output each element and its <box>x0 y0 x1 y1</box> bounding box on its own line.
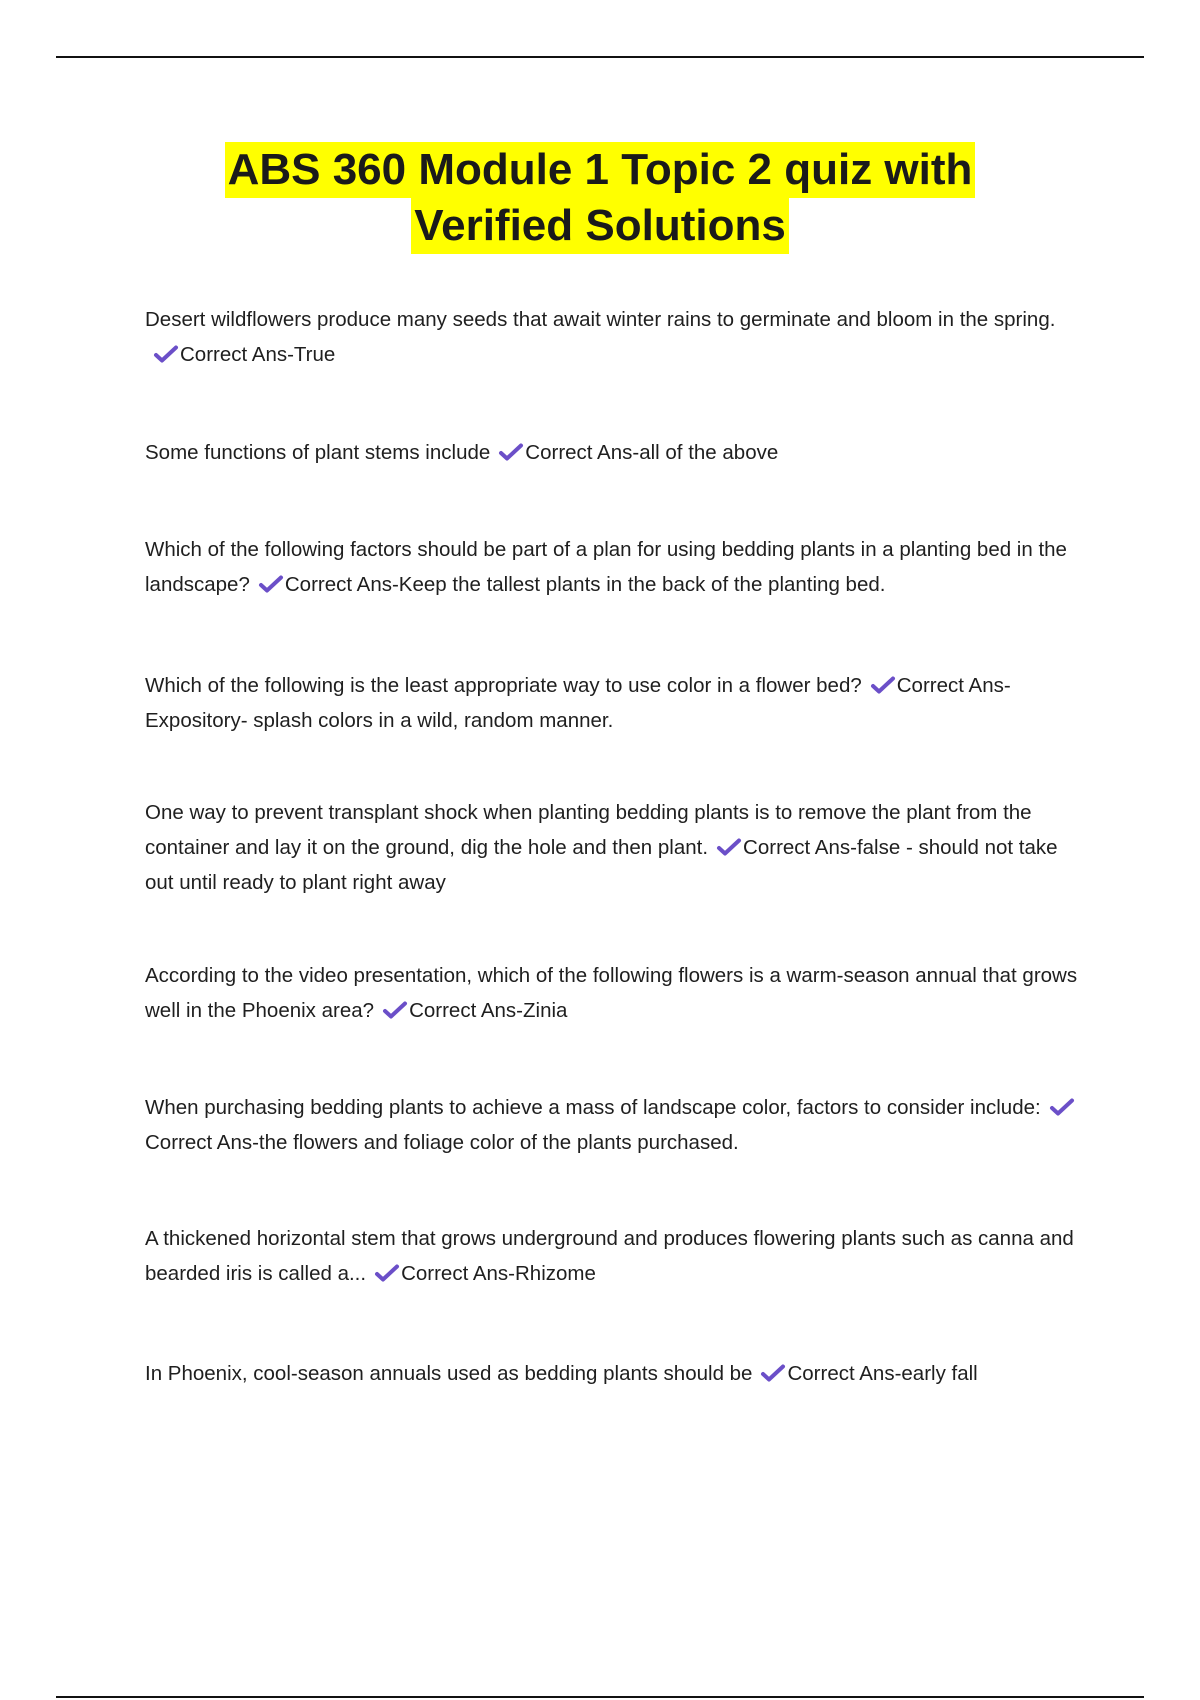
bottom-rule <box>56 1696 1144 1698</box>
question-text: Which of the following factors should be part of a plan for using bedding plants in a planting bed in the landscape? <box>145 538 1067 596</box>
answer-text: early fall <box>901 1362 978 1385</box>
answer-prefix: Correct Ans- <box>180 343 294 366</box>
question-text: According to the video presentation, which of the following flowers is a warm-season annual that grows well in the Phoenix area? <box>145 964 1078 1022</box>
answer-prefix: Correct Ans- <box>787 1362 902 1385</box>
checkmark-icon <box>374 1263 400 1283</box>
question-text: One way to prevent transplant shock when planting bedding plants is to remove the plant from the container and lay it on the ground, dig the hole and then plant. <box>145 801 1032 859</box>
answer-text: Zinia <box>523 999 568 1022</box>
answer-text: Keep the tallest plants in the back of the planting bed. <box>398 573 886 596</box>
checkmark-icon <box>153 344 179 364</box>
qa-item <box>145 1090 1080 1160</box>
answer-prefix: Correct Ans- <box>743 836 857 859</box>
answer-text: all of the above <box>639 441 779 464</box>
checkmark-icon <box>258 574 284 594</box>
qa-item <box>145 302 1080 372</box>
answer-text: false - should not take out until ready to plant right away <box>145 836 1058 894</box>
answer-prefix: Correct Ans- <box>145 1131 259 1154</box>
qa-item <box>145 1356 1080 1391</box>
title-line-2: Verified Solutions <box>411 198 789 254</box>
qa-item <box>145 795 1080 900</box>
answer-text: True <box>293 343 336 366</box>
answer-prefix: Correct Ans- <box>284 573 399 596</box>
answer-prefix: Correct Ans- <box>525 441 640 464</box>
checkmark-icon <box>870 675 896 695</box>
qa-item <box>145 1221 1080 1291</box>
checkmark-icon <box>1049 1097 1075 1117</box>
question-text: When purchasing bedding plants to achieve a mass of landscape color, factors to consider include: <box>145 1096 1041 1119</box>
qa-item <box>145 532 1080 602</box>
question-text: A thickened horizontal stem that grows underground and produces flowering plants such as canna and bearded iris is called a... <box>145 1227 1074 1285</box>
question-text: Which of the following is the least appropriate way to use color in a flower bed? <box>145 674 862 697</box>
top-rule <box>56 56 1144 58</box>
answer-text: the flowers and foliage color of the plants purchased. <box>258 1131 739 1154</box>
document-title <box>0 142 1200 254</box>
qa-item <box>145 958 1080 1028</box>
title-line-1: ABS 360 Module 1 Topic 2 quiz with <box>225 142 976 198</box>
answer-text: Expository- splash colors in a wild, random manner. <box>145 709 614 732</box>
question-text: Some functions of plant stems include <box>145 441 491 464</box>
checkmark-icon <box>382 1000 408 1020</box>
answer-prefix: Correct Ans- <box>401 1262 515 1285</box>
checkmark-icon <box>716 837 742 857</box>
answer-text: Rhizome <box>514 1262 596 1285</box>
answer-prefix: Correct Ans- <box>896 674 1011 697</box>
qa-item <box>145 435 1080 470</box>
answer-prefix: Correct Ans- <box>409 999 523 1022</box>
question-text: In Phoenix, cool-season annuals used as bedding plants should be <box>145 1362 753 1385</box>
checkmark-icon <box>760 1363 786 1383</box>
checkmark-icon <box>498 442 524 462</box>
question-text: Desert wildflowers produce many seeds that await winter rains to germinate and bloom in the spring. <box>145 308 1056 331</box>
qa-item <box>145 668 1080 738</box>
